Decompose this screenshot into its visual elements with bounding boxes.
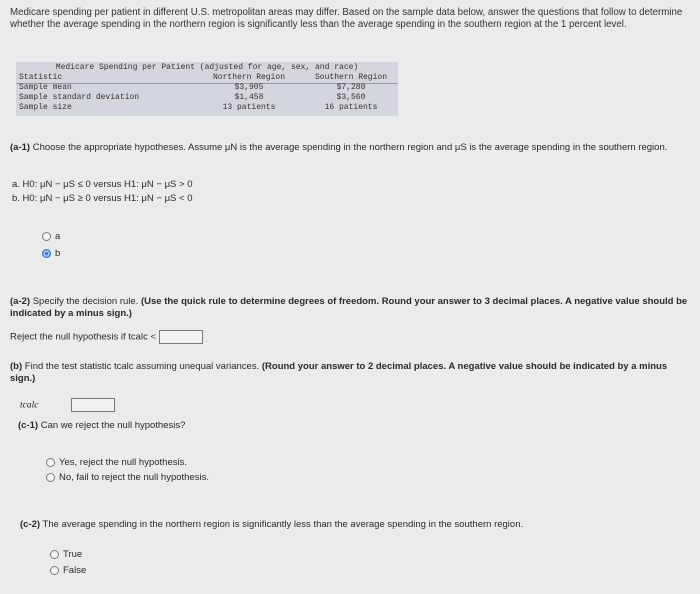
table-header-statistic: Statistic — [19, 73, 63, 82]
a2-prompt — [10, 296, 690, 320]
radio-no[interactable] — [46, 473, 55, 482]
c2-label: (c-2) — [20, 519, 41, 530]
table-cell: Sample size — [19, 103, 72, 112]
table-cell: $1,458 — [234, 93, 264, 102]
b-text: Find the test statistic tcalc assuming unequal variances. — [24, 361, 260, 372]
radio-a[interactable] — [42, 232, 51, 241]
c2-true-label: True — [63, 549, 83, 560]
c1-option-no[interactable] — [46, 472, 209, 484]
c1-no-label: No, fail to reject the null hypothesis. — [59, 472, 209, 483]
radio-b-label: b — [55, 248, 61, 259]
b-label: (b) — [10, 361, 23, 372]
table-cell: 16 patients — [324, 103, 378, 112]
table-cell: $7,280 — [336, 83, 366, 92]
c1-prompt — [18, 420, 185, 432]
a2-instructions: (Use the quick rule to determine degrees of freedom. Round your answer to 3 decimal places. A negative value should be indicated by a minus sign.) — [10, 296, 688, 319]
b-field-row — [20, 398, 115, 412]
table-caption: Medicare Spending per Patient (adjusted for age, sex, and race) — [55, 63, 359, 72]
c1-text: Can we reject the null hypothesis? — [40, 420, 186, 431]
a2-critical-value-input[interactable] — [159, 330, 203, 344]
radio-a-label: a — [55, 231, 61, 242]
c2-false-label: False — [63, 565, 87, 576]
radio-yes[interactable] — [46, 458, 55, 467]
a1-radio-a-row[interactable] — [42, 231, 60, 243]
table-header-southern: Southern Region — [314, 73, 387, 82]
b-tcalc-input[interactable] — [71, 398, 115, 412]
b-instructions: (Round your answer to 2 decimal places. A negative value should be indicated by a minus sign.) — [10, 361, 668, 384]
table-cell: $3,905 — [234, 83, 264, 92]
a2-reject-row — [10, 330, 203, 344]
a2-reject-text: Reject the null hypothesis if tcalc < — [10, 331, 157, 343]
a1-option-a: a. H0: μN − μS ≤ 0 versus H1: μN − μS > 0 — [12, 179, 193, 190]
table-cell: Sample standard deviation — [19, 93, 140, 102]
table-cell: 13 patients — [222, 103, 276, 112]
table-row — [16, 83, 398, 93]
a1-option-b: b. H0: μN − μS ≥ 0 versus H1: μN − μS < 0 — [12, 193, 193, 204]
radio-false[interactable] — [50, 566, 59, 575]
a1-text: Choose the appropriate hypotheses. Assume μN is the average spending in the northern region and μS is the average spending in the southern region. — [32, 142, 668, 153]
a2-label: (a-2) — [10, 296, 31, 307]
table-cell: $3,560 — [336, 93, 366, 102]
table-row — [16, 93, 398, 103]
c1-label: (c-1) — [18, 420, 39, 431]
table-cell: Sample mean — [19, 83, 72, 92]
b-field-label: tcalc — [20, 400, 39, 411]
data-table — [16, 62, 398, 116]
c2-prompt — [20, 519, 690, 531]
c1-yes-label: Yes, reject the null hypothesis. — [59, 457, 187, 468]
b-prompt — [10, 361, 690, 385]
c2-text: The average spending in the northern region is significantly less than the average spending in the southern region. — [42, 519, 524, 530]
c2-option-false[interactable] — [50, 565, 86, 577]
a1-radio-b-row[interactable] — [42, 248, 60, 260]
table-header-northern: Northern Region — [212, 73, 285, 82]
radio-b[interactable] — [42, 249, 51, 258]
radio-true[interactable] — [50, 550, 59, 559]
question-intro: Medicare spending per patient in different U.S. metropolitan areas may differ. Based on the sample data below, answer the questions that follow to determine whether the average spending in the northern region is significantly less than the average spending in the southern region at the 1 percent level. — [10, 7, 683, 30]
a1-prompt — [10, 142, 690, 154]
c1-option-yes[interactable] — [46, 457, 187, 469]
a2-text: Specify the decision rule. — [32, 296, 139, 307]
table-row — [16, 103, 398, 113]
c2-option-true[interactable] — [50, 549, 82, 561]
a1-label: (a-1) — [10, 142, 31, 153]
